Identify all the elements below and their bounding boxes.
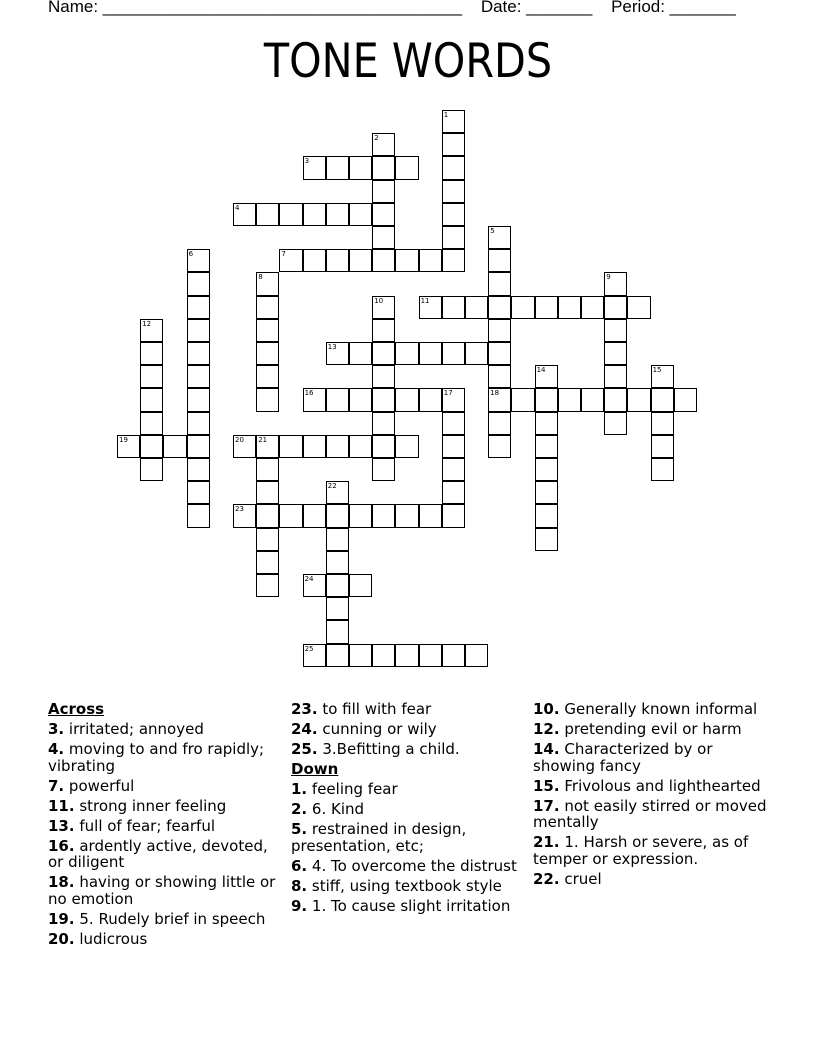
clue-down-1: 1. feeling fear (291, 780, 398, 798)
clue-across-13: 13. full of fear; fearful (48, 816, 215, 835)
grid-cell[interactable] (349, 388, 372, 411)
grid-cell[interactable] (256, 481, 279, 504)
clue-down-22: 22. cruel (533, 869, 602, 888)
grid-cell[interactable] (187, 319, 210, 342)
grid-cell[interactable] (419, 388, 442, 411)
grid-cell[interactable] (581, 388, 604, 411)
grid-cell[interactable] (163, 435, 186, 458)
across-heading: Across (48, 700, 105, 718)
cell-number: 17 (443, 389, 453, 398)
grid-cell[interactable] (349, 156, 372, 179)
clue-down-12: 12. pretending evil or harm (533, 720, 742, 738)
grid-cell[interactable] (395, 156, 418, 179)
cell-number: 19 (119, 435, 128, 444)
grid-cell[interactable] (187, 296, 210, 319)
grid-cell[interactable] (326, 574, 349, 597)
cell-number: 18 (490, 389, 500, 398)
grid-cell[interactable] (140, 435, 163, 458)
grid-cell[interactable] (488, 319, 511, 342)
grid-cell[interactable] (187, 504, 210, 527)
name-field-label: Name: ______________________________________ (48, 0, 463, 16)
grid-cell[interactable] (488, 272, 511, 295)
grid-cell[interactable] (256, 342, 279, 365)
grid-cell[interactable] (372, 226, 395, 249)
grid-cell[interactable] (442, 296, 465, 319)
grid-cell[interactable] (256, 365, 279, 388)
grid-cell[interactable] (627, 296, 650, 319)
grid-cell[interactable] (604, 296, 627, 319)
grid-cell[interactable] (326, 644, 349, 667)
grid-cell[interactable] (372, 319, 395, 342)
grid-cell[interactable] (279, 435, 302, 458)
grid-cell[interactable] (604, 342, 627, 365)
grid-cell[interactable] (535, 412, 558, 435)
grid-cell[interactable] (419, 249, 442, 272)
grid-cell[interactable] (442, 226, 465, 249)
grid-cell[interactable] (488, 249, 511, 272)
grid-cell[interactable] (279, 504, 302, 527)
grid-cell[interactable] (419, 504, 442, 527)
date-field-label: Date: _______ (480, 0, 593, 16)
clue-across-16: 16. ardently active, devoted, or diligent (48, 836, 268, 871)
grid-cell[interactable] (372, 156, 395, 179)
grid-cell[interactable] (326, 249, 349, 272)
grid-cell[interactable] (442, 342, 465, 365)
grid-cell[interactable] (256, 296, 279, 319)
grid-cell[interactable] (488, 435, 511, 458)
grid-cell[interactable] (279, 203, 302, 226)
clue-across-7: 7. powerful (48, 776, 135, 795)
grid-cell[interactable] (442, 156, 465, 179)
grid-cell[interactable] (442, 133, 465, 156)
grid-cell[interactable] (326, 551, 349, 574)
grid-cell[interactable] (604, 412, 627, 435)
grid-cell[interactable] (256, 551, 279, 574)
grid-cell[interactable] (442, 644, 465, 667)
clue-down-9: 9. 1. To cause slight irritation (291, 896, 511, 915)
grid-cell[interactable] (488, 412, 511, 435)
cell-number: 23 (235, 505, 244, 514)
grid-cell[interactable] (372, 504, 395, 527)
grid-cell[interactable] (349, 435, 372, 458)
cell-number: 1 (443, 111, 449, 119)
clue-down-14: 14. Characterized by or showing fancy (533, 740, 713, 775)
clue-down-2: 2. 6. Kind (291, 800, 365, 818)
grid-cell[interactable] (187, 272, 210, 295)
clues-column-3 (533, 701, 773, 891)
clue-across-3: 3. irritated; annoyed (48, 720, 204, 738)
grid-cell[interactable] (140, 412, 163, 435)
grid-cell[interactable] (372, 458, 395, 481)
grid-cell[interactable] (488, 365, 511, 388)
grid-cell[interactable] (140, 388, 163, 411)
grid-cell[interactable] (535, 481, 558, 504)
grid-cell[interactable] (604, 319, 627, 342)
grid-cell[interactable] (372, 412, 395, 435)
grid-cell[interactable] (326, 504, 349, 527)
grid-cell[interactable] (372, 644, 395, 667)
grid-cell[interactable] (256, 319, 279, 342)
grid-cell[interactable] (395, 249, 418, 272)
cell-number: 9 (606, 273, 611, 282)
grid-cell[interactable] (604, 388, 627, 411)
grid-cell[interactable] (372, 180, 395, 203)
grid-cell[interactable] (651, 412, 674, 435)
cell-number: 5 (490, 227, 495, 235)
grid-cell[interactable] (349, 249, 372, 272)
grid-cell[interactable] (303, 203, 326, 226)
grid-cell[interactable] (256, 458, 279, 481)
period-field-label: Period: _______ (611, 0, 736, 16)
grid-cell[interactable] (535, 388, 558, 411)
grid-cell[interactable] (326, 203, 349, 226)
clue-down-6: 6. 4. To overcome the distrust (291, 856, 517, 875)
grid-cell[interactable] (535, 458, 558, 481)
grid-cell[interactable] (419, 644, 442, 667)
grid-cell[interactable] (442, 458, 465, 481)
grid-cell[interactable] (442, 249, 465, 272)
grid-cell[interactable] (256, 203, 279, 226)
grid-cell[interactable] (326, 620, 349, 643)
cell-number: 11 (420, 296, 430, 305)
grid-cell[interactable] (187, 342, 210, 365)
grid-cell[interactable] (442, 504, 465, 527)
grid-cell[interactable] (326, 388, 349, 411)
grid-cell[interactable] (558, 296, 581, 319)
grid-cell[interactable] (558, 388, 581, 411)
clues-column-2 (291, 701, 526, 918)
cell-number: 4 (235, 203, 240, 212)
grid-cell[interactable] (511, 388, 534, 411)
grid-cell[interactable] (465, 644, 488, 667)
grid-cell[interactable] (187, 481, 210, 504)
grid-cell[interactable] (372, 342, 395, 365)
grid-cell[interactable] (326, 597, 349, 620)
clue-down-8: 8. stiff, using textbook style (291, 876, 502, 895)
cell-number: 25 (304, 644, 314, 653)
grid-cell[interactable] (395, 435, 418, 458)
grid-cell[interactable] (651, 435, 674, 458)
grid-cell[interactable] (140, 458, 163, 481)
grid-cell[interactable] (651, 388, 674, 411)
grid-cell[interactable] (372, 249, 395, 272)
grid-cell[interactable] (442, 203, 465, 226)
grid-cell[interactable] (349, 203, 372, 226)
cell-number: 12 (142, 319, 152, 328)
grid-cell[interactable] (326, 528, 349, 551)
down-heading: Down (291, 760, 339, 778)
grid-cell[interactable] (349, 504, 372, 527)
grid-cell[interactable] (442, 481, 465, 504)
grid-cell[interactable] (488, 296, 511, 319)
cell-number: 15 (652, 366, 662, 375)
grid-cell[interactable] (303, 435, 326, 458)
cell-number: 3 (304, 157, 310, 166)
grid-cell[interactable] (535, 435, 558, 458)
clue-across-18: 18. having or showing little or no emotion (48, 873, 276, 908)
cell-number: 24 (304, 575, 314, 583)
clue-down-21: 21. 1. Harsh or severe, as of temper or expression. (533, 833, 749, 868)
grid-cell[interactable] (511, 296, 534, 319)
grid-cell[interactable] (372, 388, 395, 411)
grid-cell[interactable] (187, 435, 210, 458)
clue-across-4: 4. moving to and fro rapidly; vibrating (48, 740, 265, 775)
cell-number: 6 (188, 250, 194, 259)
cell-number: 10 (374, 296, 384, 305)
grid-cell[interactable] (465, 342, 488, 365)
cell-number: 14 (536, 366, 546, 375)
grid-cell[interactable] (419, 342, 442, 365)
grid-cell[interactable] (395, 644, 418, 667)
grid-cell[interactable] (395, 504, 418, 527)
grid-cell[interactable] (372, 203, 395, 226)
grid-cell[interactable] (140, 365, 163, 388)
grid-cell[interactable] (372, 435, 395, 458)
grid-cell[interactable] (395, 388, 418, 411)
grid-cell[interactable] (372, 365, 395, 388)
clues-column-1 (48, 701, 280, 951)
clue-across-24: 24. cunning or wily (291, 720, 437, 738)
clue-down-5: 5. restrained in design, presentation, etc; (291, 820, 467, 855)
grid-cell[interactable] (604, 365, 627, 388)
grid-cell[interactable] (535, 504, 558, 527)
cell-number: 7 (281, 250, 286, 259)
grid-cell[interactable] (303, 504, 326, 527)
cell-number: 22 (327, 482, 337, 491)
grid-cell[interactable] (187, 412, 210, 435)
grid-cell[interactable] (187, 365, 210, 388)
grid-cell[interactable] (488, 342, 511, 365)
grid-cell[interactable] (627, 388, 650, 411)
cell-number: 8 (258, 273, 263, 282)
clue-across-19: 19. 5. Rudely brief in speech (48, 909, 266, 928)
grid-cell[interactable] (256, 388, 279, 411)
grid-cell[interactable] (442, 180, 465, 203)
grid-cell[interactable] (140, 342, 163, 365)
grid-cell[interactable] (395, 342, 418, 365)
grid-cell[interactable] (581, 296, 604, 319)
grid-cell[interactable] (256, 528, 279, 551)
grid-cell[interactable] (187, 388, 210, 411)
grid-cell[interactable] (535, 296, 558, 319)
grid-cell[interactable] (674, 388, 697, 411)
clue-across-11: 11. strong inner feeling (48, 796, 227, 815)
grid-cell[interactable] (465, 296, 488, 319)
grid-cell[interactable] (256, 504, 279, 527)
cell-number: 21 (258, 435, 268, 444)
clue-across-20: 20. ludicrous (48, 929, 148, 948)
clue-down-17: 17. not easily stirred or moved mentally (533, 796, 767, 831)
grid-cell[interactable] (442, 435, 465, 458)
grid-cell[interactable] (442, 412, 465, 435)
clue-down-10: 10. Generally known informal (533, 700, 758, 718)
grid-cell[interactable] (349, 342, 372, 365)
grid-cell[interactable] (326, 156, 349, 179)
cell-number: 2 (374, 134, 379, 143)
cell-number: 16 (304, 389, 314, 398)
grid-cell[interactable] (256, 574, 279, 597)
puzzle-title: TONE WORDS (263, 34, 553, 89)
grid-cell[interactable] (535, 528, 558, 551)
grid-cell[interactable] (651, 458, 674, 481)
cell-number: 20 (235, 435, 244, 444)
cell-number: 13 (327, 343, 337, 351)
grid-cell[interactable] (187, 458, 210, 481)
clue-down-15: 15. Frivolous and lighthearted (533, 776, 761, 795)
grid-cell[interactable] (326, 435, 349, 458)
clue-across-25: 25. 3.Befitting a child. (291, 740, 460, 758)
grid-cell[interactable] (303, 249, 326, 272)
grid-cell[interactable] (349, 574, 372, 597)
grid-cell[interactable] (349, 644, 372, 667)
clue-across-23: 23. to fill with fear (291, 700, 432, 718)
